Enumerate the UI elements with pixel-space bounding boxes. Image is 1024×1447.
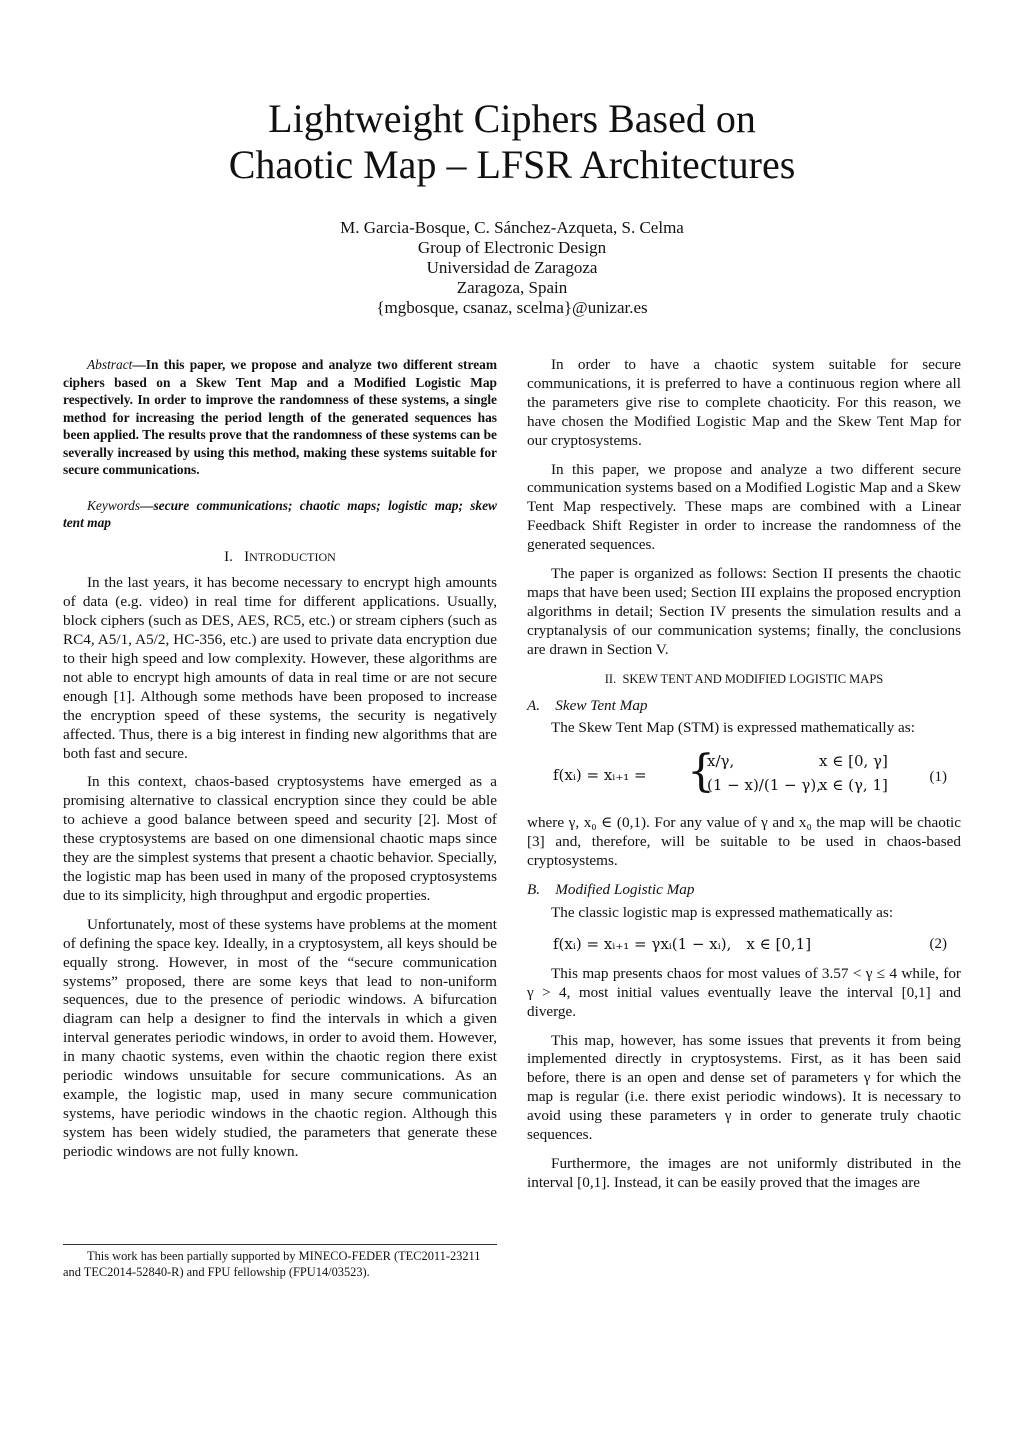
section-title-cap: I xyxy=(244,548,250,565)
section-number: II. xyxy=(604,671,617,686)
title-line-2: Chaotic Map – LFSR Architectures xyxy=(228,142,796,187)
paragraph: The paper is organized as follows: Section II presents the chaotic maps that have been used; Section III explains the proposed encryption algorithms in detail; Section IV presents the simulation results and a cryptanalysis of our communication systems; finally, the conclusions are drawn in Section V. xyxy=(527,565,961,658)
paragraph: This map, however, has some issues that prevents it from being implemented directly in cryptosystems. First, as it has been said before, there is an open and dense set of parameters γ for which the map is regular (i.e. there exist periodic windows). It is necessary to avoid using these parameters γ in order to generate truly chaotic sequences. xyxy=(527,1031,961,1144)
subsection-heading-stm: A. Skew Tent Map xyxy=(527,696,648,714)
author-names: M. Garcia-Bosque, C. Sánchez-Azqueta, S. Celma xyxy=(340,218,684,237)
eq1-number: (1) xyxy=(929,769,947,786)
eq1-cond1: x ∈ [0, γ] xyxy=(819,752,888,771)
section-title: SKEW TENT AND MODIFIED LOGISTIC MAPS xyxy=(622,671,884,686)
footnote: This work has been partially supported by MINECO-FEDER (TEC2011-23211 and TEC2014-52840-R) and FPU fellowship (FPU14/03523). xyxy=(63,1249,481,1279)
paragraph: The Skew Tent Map (STM) is expressed mathematically as: xyxy=(551,719,915,737)
abstract-text: —In this paper, we propose and analyze two different stream ciphers based on a Skew Tent Map and a Modified Logistic Map respectively. In order to improve the randomness of these systems, a single method for increasing the period length of the generated sequences has been applied. The results prove that the randomness of these systems can be severally increased by using this method, making these systems suitable for secure communications. xyxy=(63,357,497,477)
author-location: Zaragoza, Spain xyxy=(456,278,568,297)
equation-2 xyxy=(527,933,961,957)
paragraph: Furthermore, the images are not uniformly distributed in the interval [0,1]. Instead, it can be easily proved that the images are xyxy=(527,1155,961,1191)
paragraph: In this paper, we propose and analyze a two different secure communication systems based on a Modified Logistic Map and a Skew Tent Map respectively. These maps are combined with a Linear Feedback Shift Register in order to increase the randomness of the generated sequences. xyxy=(527,460,961,554)
paragraph: The classic logistic map is expressed mathematically as: xyxy=(551,903,894,921)
footnote-divider xyxy=(63,1244,497,1245)
title-line-1: Lightweight Ciphers Based on xyxy=(268,96,756,141)
eq2-number: (2) xyxy=(929,935,947,952)
section-heading-introduction xyxy=(63,548,497,567)
eq1-case2: (1 − x)/(1 − γ), xyxy=(707,776,821,795)
left-column xyxy=(63,356,497,1172)
keywords xyxy=(63,497,497,532)
paragraph: where γ, x₀ ∈ (0,1). For any value of γ and x₀ the map will be chaotic [3] and, therefore, will be suitable to be used in chaos-based cryptosystems. xyxy=(527,814,961,870)
keywords-label: Keywords xyxy=(87,497,141,513)
section-heading-maps xyxy=(527,670,961,689)
eq1-case1: x/γ, xyxy=(707,752,735,771)
paragraph: In this context, chaos-based cryptosystems have emerged as a promising alternative to classical encryption since they could be able to achieve a good balance between speed and security [2]. Most of these cryptosystems are based on one dimensional chaotic maps since they are the simplest systems that present a chaotic behavior. Specially, the logistic map has been used in many of the proposed cryptosystems due to its simplicity, high throughput and ergodic properties. xyxy=(63,773,497,904)
author-block xyxy=(0,218,1024,318)
eq1-lhs: f(xᵢ) = xᵢ₊₁ = xyxy=(553,766,647,785)
brace-icon: { xyxy=(687,746,715,798)
right-column xyxy=(527,356,961,1203)
paragraph: This map presents chaos for most values of 3.57 < γ ≤ 4 while, for γ > 4, most initial values eventually leave the interval [0,1] and diverge. xyxy=(527,964,961,1020)
paragraph: In order to have a chaotic system suitable for secure communications, it is preferred to have a continuous region where all the parameters give rise to complete chaoticity. For this reason, we have chosen the Modified Logistic Map and the Skew Tent Map for our cryptosystems. xyxy=(527,356,961,449)
author-university: Universidad de Zaragoza xyxy=(426,258,598,277)
paragraph: In the last years, it has become necessary to encrypt high amounts of data (e.g. video) in real time for different applications. Usually, block ciphers (such as DES, AES, RC5, etc.) or stream ciphers (such as RC4, A5/1, A5/2, HC-356, etc.) are used to private data encryption due to their high speed and low complexity. However, these algorithms are not able to encrypt high amounts of data in real time or are not secure enough [1]. Although some methods have been proposed to increase the encryption speed of these systems, the security is negatively affected. Thus, there is a big interest in finding new algorithms that are both fast and secure. xyxy=(63,574,497,762)
paper-title xyxy=(0,96,1024,188)
paragraph: Unfortunately, most of these systems have problems at the moment of defining the space key. Ideally, in a cryptosystem, all keys should be equally strong. However, in most of the “secure communication systems” proposed, there are some keys that lead to non-uniform sequences, due to the presence of periodic windows. A bifurcation diagram can help a designer to find the intervals in which a given interval generates periodic windows, in order to avoid them. However, in many chaotic systems, even within the chaotic region there exist periodic windows unsuitable for secure communications. As an example, the logistic map, used in many secure communication systems, have periodic windows in the chaotic region. Although this system has been widely studied, the parameters that generate these periodic windows are not fully known. xyxy=(63,915,497,1160)
subsection-heading-mlm: B. Modified Logistic Map xyxy=(527,881,695,899)
abstract xyxy=(63,356,497,479)
equation-1 xyxy=(527,748,961,804)
abstract-label: Abstract xyxy=(87,357,133,372)
eq1-cond2: x ∈ (γ, 1] xyxy=(819,776,888,795)
eq2-text: f(xᵢ) = xᵢ₊₁ = γxᵢ(1 − xᵢ), x ∈ [0,1] xyxy=(553,934,812,953)
author-group: Group of Electronic Design xyxy=(417,238,607,257)
author-email: {mgbosque, csanaz, scelma}@unizar.es xyxy=(376,298,648,317)
keywords-text: —secure communications; chaotic maps; logistic map; skew tent map xyxy=(63,497,497,530)
section-number: I. xyxy=(224,548,233,565)
section-title-rest: NTRODUCTION xyxy=(249,549,336,564)
